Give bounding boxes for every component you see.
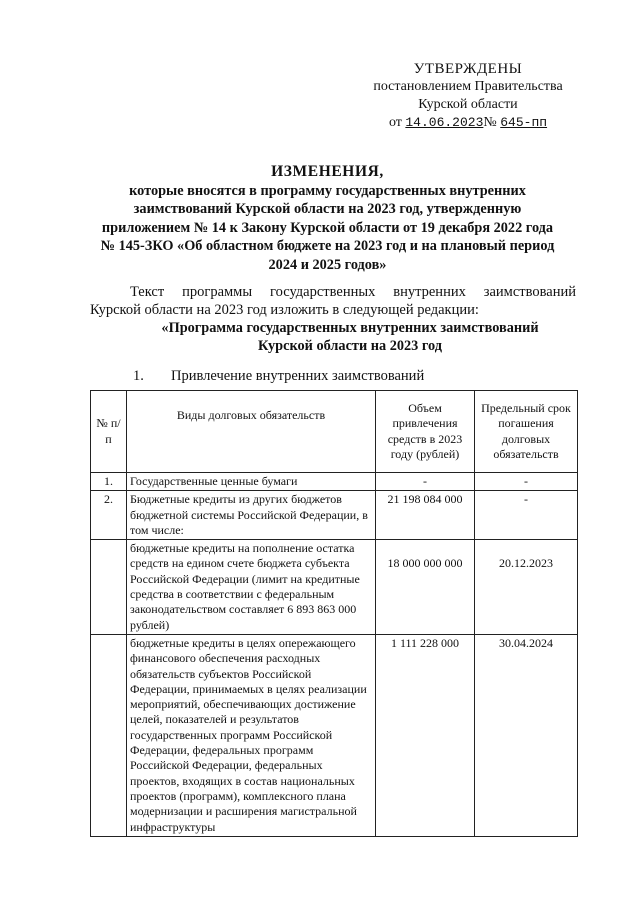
table-header-row [91,391,578,473]
program-title [130,319,570,355]
row-num [91,540,127,635]
row-term: - [475,491,578,540]
title-line-1: которые вносятся в программу государственных внутренних [129,182,526,199]
row-num: 2. [91,491,127,540]
row-num [91,634,127,836]
header-name: Виды долговых обязательств [127,391,376,473]
title-line-5: 2024 и 2025 годов» [268,256,387,273]
header-num: № п/п [91,391,127,473]
approval-line-2: Курской области [418,97,518,112]
table-row [91,491,578,540]
row-name: Бюджетные кредиты из других бюджетов бюджетной системы Российской Федерации, в том числе: [127,491,376,540]
row-amount: 18 000 000 000 [376,540,475,635]
header-term: Предельный срок погашения долговых обязательств [475,391,578,473]
program-title-line-2: Курской области на 2023 год [258,338,442,354]
intro-paragraph [90,283,576,319]
row-name: Государственные ценные бумаги [127,473,376,491]
table-row [91,473,578,491]
document-title [80,163,575,275]
row-term: 20.12.2023 [475,540,578,635]
row-term: 30.04.2024 [475,634,578,836]
title-line-4: № 145-ЗКО «Об областном бюджете на 2023 год и на плановый период [100,238,555,255]
header-amount: Объем привлечения средств в 2023 году (рублей) [376,391,475,473]
approval-date-line [368,114,568,132]
from-label: от [388,115,402,130]
borrowings-table [90,390,578,837]
section-title: Привлечение внутренних заимствований [171,368,425,384]
section-heading [133,368,424,385]
table-row [91,634,578,836]
row-name: бюджетные кредиты в целях опережающего финансового обеспечения расходных обязательств субъектов Российской Федерации, принимаемых в целях реализации мероприятий, обеспечивающих достижение целей, показателей и результатов государственных программ Российской Федерации, федеральных программ Российской Федерации, федеральных проектов, входящих в состав национальных проектов (программ), комплексного плана модернизации и расширения магистральной инфраструктуры [127,634,376,836]
row-amount: 1 111 228 000 [376,634,475,836]
section-number: 1. [133,368,144,384]
row-term: - [475,473,578,491]
approval-line-1: постановлением Правительства [373,79,563,94]
table-row [91,540,578,635]
row-amount: - [376,473,475,491]
row-num: 1. [91,473,127,491]
program-title-line-1: «Программа государственных внутренних заимствований [161,320,539,336]
row-name: бюджетные кредиты на пополнение остатка средств на едином счете бюджета субъекта Российской Федерации (лимит на кредитные средства в соответствии с федеральным законодательством составляет 6 893 863 000 рублей) [127,540,376,635]
intro-line-1: Текст программы государственных внутренних заимствований [130,284,576,300]
approval-stamp [368,60,568,132]
title-heading: ИЗМЕНЕНИЯ, [271,163,384,180]
approval-number: 645-пп [500,115,548,130]
row-amount: 21 198 084 000 [376,491,475,540]
title-line-2: заимствований Курской области на 2023 год, утвержденную [133,201,522,218]
number-label: № [483,115,497,130]
intro-line-2: Курской области на 2023 год изложить в следующей редакции: [90,302,479,318]
approval-date: 14.06.2023 [405,115,484,130]
approval-heading: УТВЕРЖДЕНЫ [413,61,523,77]
title-line-3: приложением № 14 к Закону Курской области от 19 декабря 2022 года [101,219,554,236]
